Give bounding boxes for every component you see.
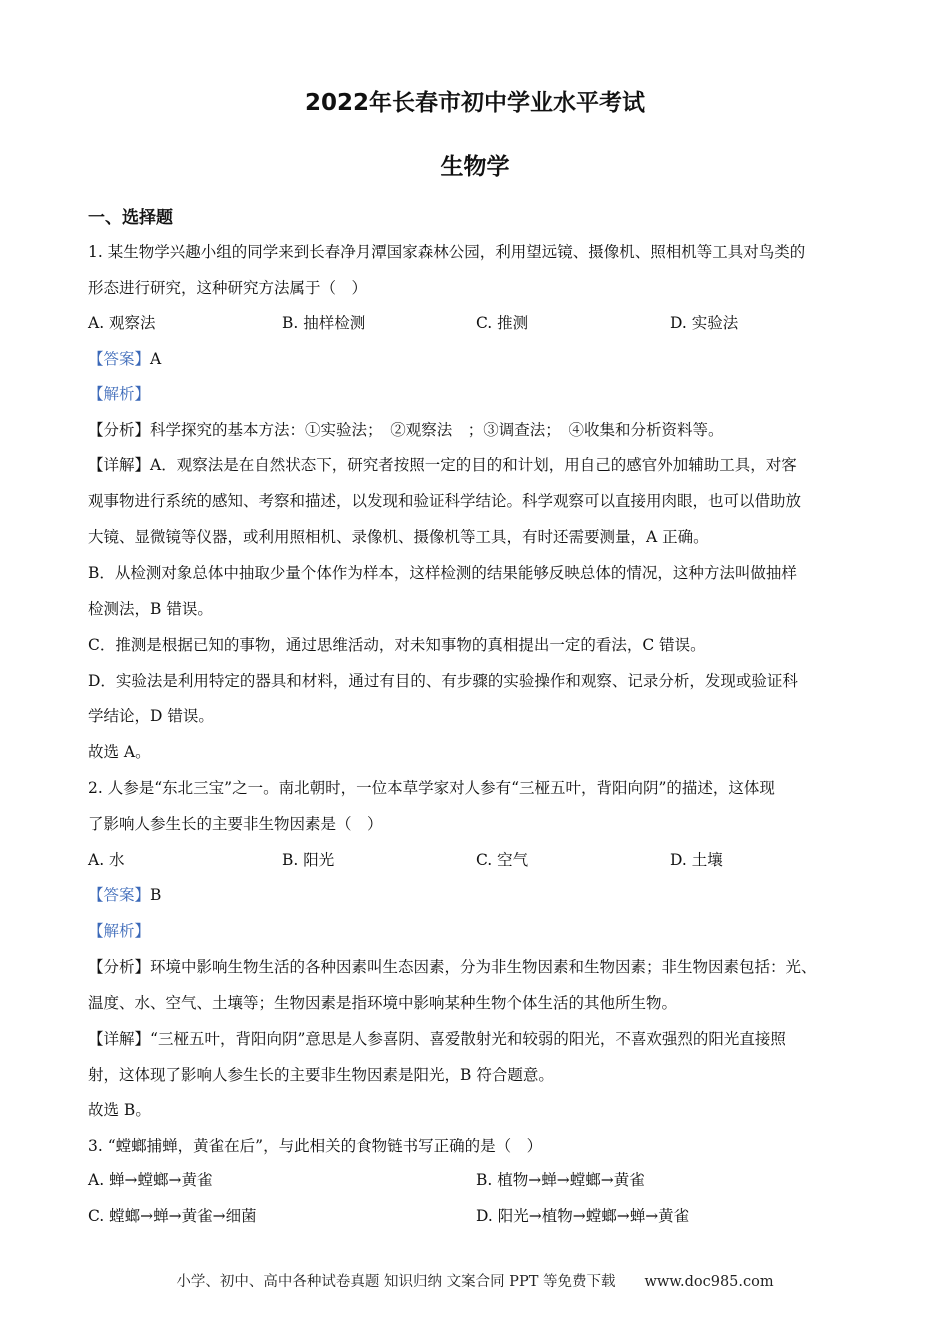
fenxi-tag: 【分析】: [88, 958, 151, 976]
q2-detail-line1: [88, 1029, 786, 1049]
q1-answer: A: [150, 350, 162, 368]
q2-option-b: B. 阳光: [282, 851, 335, 869]
q1-detail-line3: 大镜、显微镜等仪器，或利用照相机、录像机、摄像机等工具，有时还需要测量，A 正确。: [88, 528, 709, 546]
q1-option-d: D. 实验法: [670, 314, 739, 332]
q3-option-a: A. 蝉→螳螂→黄雀: [88, 1171, 213, 1189]
q3-option-c: C. 螳螂→蝉→黄雀→细菌: [88, 1207, 257, 1225]
q1-detail-line2: 观事物进行系统的感知、考察和描述，以发现和验证科学结论。科学观察可以直接用肉眼，也可以借助放: [88, 492, 802, 510]
q1-fenxi: 科学探究的基本方法：①实验法； ②观察法 ；③调查法； ④收集和分析资料等。: [150, 421, 724, 439]
fenxi-tag: 【分析】: [88, 421, 151, 439]
q2-detail1: “三桠五叶，背阳向阴”意思是人参喜阴、喜爱散射光和较弱的阳光，不喜欢强烈的阳光直接照: [150, 1030, 786, 1048]
q1-option-b: B. 抽样检测: [282, 314, 366, 332]
q2-stem-line2: 了影响人参生长的主要非生物因素是（ ）: [88, 815, 383, 833]
q3-option-d: D. 阳光→植物→螳螂→蝉→黄雀: [476, 1207, 690, 1225]
q1-fenxi-line: [88, 420, 724, 440]
q3-option-b: B. 植物→蝉→螳螂→黄雀: [476, 1171, 645, 1189]
q1-detail-line8: 学结论，D 错误。: [88, 707, 214, 725]
q3-stem: 3. “螳螂捕蝉，黄雀在后”，与此相关的食物链书写正确的是（ ）: [88, 1137, 543, 1155]
q2-answer-line: [88, 885, 161, 905]
q2-answer: B: [150, 886, 162, 904]
q2-option-d: D. 土壤: [670, 851, 723, 869]
q1-option-a: A. 观察法: [88, 314, 156, 332]
q1-detail-line4: B．从检测对象总体中抽取少量个体作为样本，这样检测的结果能够反映总体的情况，这种方法叫做抽样: [88, 564, 797, 582]
page-footer: 小学、初中、高中各种试卷真题 知识归纳 文案合同 PPT 等免费下载 www.doc985.com: [176, 1274, 774, 1290]
q1-stem-line1: 1. 某生物学兴趣小组的同学来到长春净月潭国家森林公园，利用望远镜、摄像机、照相机等工具对鸟类的: [88, 243, 806, 261]
q2-option-a: A. 水: [88, 851, 125, 869]
q1-detail-line1: [88, 455, 797, 475]
q2-option-c: C. 空气: [476, 851, 529, 869]
q1-option-c: C. 推测: [476, 314, 529, 332]
section-heading: 一、选择题: [88, 208, 173, 228]
q2-choose: 故选 B。: [88, 1101, 151, 1119]
exam-title: 2022年长春市初中学业水平考试: [304, 90, 645, 116]
q2-fenxi1: 环境中影响生物生活的各种因素叫生态因素，分为非生物因素和生物因素；非生物因素包括：光、: [150, 958, 817, 976]
q1-analysis-tag: 【解析】: [88, 385, 151, 403]
q2-fenxi-line2: 温度、水、空气、土壤等；生物因素是指环境中影响某种生物个体生活的其他所生物。: [88, 994, 678, 1012]
q2-fenxi-line1: [88, 957, 817, 977]
q1-answer-line: [88, 349, 161, 369]
q2-analysis-tag: 【解析】: [88, 922, 151, 940]
detail-tag: 【详解】: [88, 1030, 151, 1048]
q1-choose: 故选 A。: [88, 743, 151, 761]
answer-tag: 【答案】: [88, 350, 151, 368]
exam-subject: 生物学: [440, 154, 510, 180]
answer-tag: 【答案】: [88, 886, 151, 904]
detail-tag: 【详解】: [88, 456, 151, 474]
q2-detail-line2: 射，这体现了影响人参生长的主要非生物因素是阳光，B 符合题意。: [88, 1066, 554, 1084]
q1-stem-line2: 形态进行研究，这种研究方法属于（ ）: [88, 279, 368, 297]
q2-stem-line1: 2. 人参是“东北三宝”之一。南北朝时，一位本草学家对人参有“三桠五叶，背阳向阴”的描述，这体现: [88, 779, 775, 797]
q1-detail1: A．观察法是在自然状态下，研究者按照一定的目的和计划，用自己的感官外加辅助工具，对客: [150, 456, 797, 474]
q1-detail-line6: C．推测是根据已知的事物，通过思维活动，对未知事物的真相提出一定的看法，C 错误。: [88, 636, 706, 654]
q1-detail-line7: D．实验法是利用特定的器具和材料，通过有目的、有步骤的实验操作和观察、记录分析，发现或验证科: [88, 672, 798, 690]
q1-detail-line5: 检测法，B 错误。: [88, 600, 213, 618]
